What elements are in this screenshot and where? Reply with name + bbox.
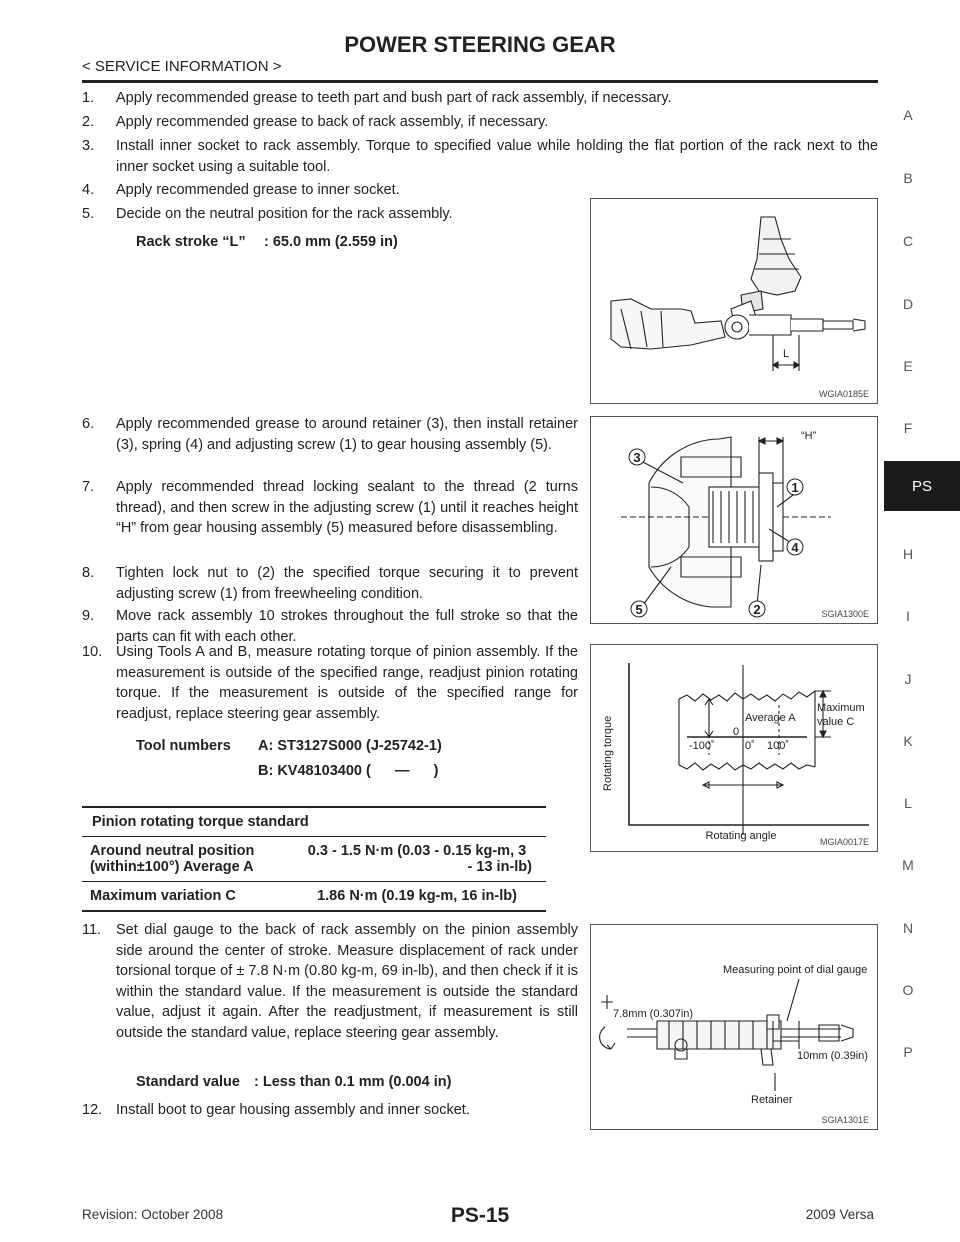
standard-value-label: Standard value [136, 1074, 240, 1090]
step-6 [82, 414, 578, 455]
sidebar-index-i[interactable]: I [906, 608, 910, 624]
height-h-label: “H” [801, 430, 817, 442]
table-row [82, 882, 546, 912]
step-number: 6. [82, 416, 95, 432]
figure-code: MGIA0017E [819, 837, 869, 847]
sidebar-index-d[interactable]: D [902, 296, 914, 312]
sidebar-index-l[interactable]: L [904, 795, 912, 811]
adjusting-screw-illustration [591, 417, 877, 623]
step-number: 3. [82, 138, 95, 154]
sidebar-index-o[interactable]: O [902, 982, 914, 998]
torque-table-heading: Pinion rotating torque standard [82, 806, 546, 837]
callout-5: 5 [635, 602, 643, 617]
figure-code: WGIA0185E [818, 389, 869, 399]
step-9 [82, 606, 578, 647]
gauge-leader [787, 979, 799, 1021]
rack-stroke-value: : 65.0 mm (2.559 in) [264, 234, 398, 250]
sidebar-index-k[interactable]: K [903, 733, 913, 749]
step-text: Apply recommended grease to back of rack assembly, if necessary. [116, 114, 549, 130]
figure-rack-stroke [590, 198, 878, 404]
callout-3: 3 [633, 450, 641, 465]
step-text: Tighten lock nut to (2) the specified torque securing it to prevent adjusting screw (1) from freewheeling condition. [116, 565, 578, 602]
rotating-torque-graph [591, 645, 877, 851]
step-number: 7. [82, 479, 95, 495]
table-cell-value [288, 837, 546, 882]
step-text: Install boot to gear housing assembly and inner socket. [116, 1102, 470, 1118]
sidebar-index-f[interactable]: F [903, 420, 913, 436]
page-number: PS-15 [450, 1204, 510, 1227]
torque-table [82, 806, 546, 912]
sidebar-index-h[interactable]: H [902, 546, 914, 562]
torque-lower-trace [679, 763, 815, 770]
callout-2: 2 [753, 602, 761, 617]
max-label: value C [817, 716, 855, 728]
sidebar-index-m[interactable]: M [902, 857, 914, 873]
header-divider [82, 80, 878, 83]
row-label-line: (within±100°) Average A [90, 859, 254, 875]
step-number: 9. [82, 608, 95, 624]
tick-zero-label: 0˚ [745, 740, 755, 752]
sidebar-index-n[interactable]: N [902, 920, 914, 936]
average-label: Average A [745, 712, 796, 724]
tick-neg-label: -100˚ [689, 740, 715, 752]
distance-label: 10mm (0.39in) [797, 1050, 868, 1062]
step-text: Apply recommended grease to around retainer (3), then install retainer (3), spring (4) and adjusting screw (1) to gear housing assembly (5). [116, 416, 578, 453]
step-7 [82, 477, 578, 539]
tool-b: B: KV48103400 ( — ) [258, 763, 439, 779]
step-text: Apply recommended thread locking sealant to the thread (2 turns thread), and then screw in the adjusting screw (1) until it reaches height “H” from gear housing assembly (5) measured before disassembling. [116, 479, 578, 536]
torque-upper-trace [679, 691, 815, 701]
sidebar-index-ps-active[interactable]: PS [884, 461, 960, 511]
table-cell-label: Maximum variation C [90, 888, 236, 904]
step-number: 5. [82, 206, 95, 222]
zero-label: 0 [733, 726, 740, 738]
rack-assembly-illustration [591, 199, 877, 403]
page-title: POWER STEERING GEAR [344, 32, 616, 57]
step-text: Install inner socket to rack assembly. Torque to specified value while holding the flat portion of the rack next to the inner socket using a suitable tool. [116, 138, 878, 175]
torque-displacement-label: 7.8mm (0.307in) [613, 1008, 694, 1020]
step-number: 11. [82, 922, 102, 938]
step-10 [82, 642, 578, 724]
tool-numbers-label: Tool numbers [136, 738, 231, 754]
standard-value: : Less than 0.1 mm (0.004 in) [254, 1074, 452, 1090]
step-3 [82, 136, 878, 177]
max-label: Maximum [817, 702, 865, 714]
tick-pos-label: 100˚ [767, 740, 790, 752]
figure-adjusting-screw [590, 416, 878, 624]
step-12 [82, 1100, 578, 1121]
retainer-label: Retainer [751, 1094, 793, 1106]
sidebar-index-b[interactable]: B [903, 170, 913, 186]
step-text: Apply recommended grease to teeth part and bush part of rack assembly, if necessary. [116, 90, 672, 106]
x-axis-label: Rotating angle [705, 830, 777, 842]
step-text: Set dial gauge to the back of rack assembly on the pinion assembly side around the center of stroke. Measure displacement of rack under torsional torque of ± 7.8 N·m (0.80 kg-m, 69 in-lb), and then check if it is within the standard value. If the measurement is outside the standard value, adjust it again. After the readjustment, if measurement is still outside the standard value, replace steering gear assembly. [116, 922, 578, 1041]
step-2 [82, 112, 878, 133]
row-value-line: 0.3 - 1.5 N·m (0.03 - 0.15 kg-m, 3 [307, 843, 527, 859]
table-cell-value: 1.86 N·m (0.19 kg-m, 16 in-lb) [317, 888, 517, 904]
gauge-point-label: Measuring point of dial gauge [723, 964, 868, 976]
step-text: Using Tools A and B, measure rotating torque of pinion assembly. If the measurement is outside of the specified range, readjust pinion rotating torque. If the measurement is outside of the specified range for readjust, replace steering gear assembly. [116, 644, 578, 722]
sidebar-index-j[interactable]: J [904, 671, 912, 687]
y-axis-label: Rotating torque [602, 715, 614, 791]
row-label-line: Around neutral position [90, 843, 255, 859]
step-number: 2. [82, 114, 95, 130]
step-5 [82, 204, 582, 225]
step-number: 12. [82, 1102, 103, 1118]
figure-dial-gauge [590, 924, 878, 1130]
sidebar-index-a[interactable]: A [903, 107, 913, 123]
sidebar-index-c[interactable]: C [902, 233, 914, 249]
table-row [82, 837, 546, 882]
dial-gauge-illustration [591, 925, 877, 1129]
sidebar-index-p[interactable]: P [903, 1044, 913, 1060]
row-value-line: - 13 in-lb) [467, 859, 532, 875]
table-cell-label [82, 837, 288, 882]
step-text: Decide on the neutral position for the rack assembly. [116, 206, 453, 222]
step-11 [82, 920, 578, 1043]
step-text: Move rack assembly 10 strokes throughout the full stroke so that the parts can fit with each other. [116, 608, 578, 645]
footer-model: 2009 Versa [805, 1207, 874, 1222]
step-8 [82, 563, 578, 604]
sidebar-index-e[interactable]: E [903, 358, 913, 374]
footer-revision: Revision: October 2008 [82, 1207, 224, 1222]
tool-a: A: ST3127S000 (J-25742-1) [258, 738, 442, 754]
callout-1: 1 [791, 480, 799, 495]
figure-code: SGIA1300E [821, 609, 869, 619]
torque-table-body [82, 837, 546, 912]
callout-4: 4 [791, 540, 799, 555]
section-label: < SERVICE INFORMATION > [82, 58, 282, 75]
step-number: 10. [82, 644, 103, 660]
step-number: 4. [82, 182, 95, 198]
figure-code: SGIA1301E [821, 1115, 869, 1125]
figure-rotating-torque [590, 644, 878, 852]
step-number: 1. [82, 90, 95, 106]
step-1 [82, 88, 878, 109]
dimension-l-label: L [782, 348, 790, 360]
step-number: 8. [82, 565, 95, 581]
rack-stroke-label: Rack stroke “L” [136, 234, 246, 250]
step-text: Apply recommended grease to inner socket. [116, 182, 400, 198]
